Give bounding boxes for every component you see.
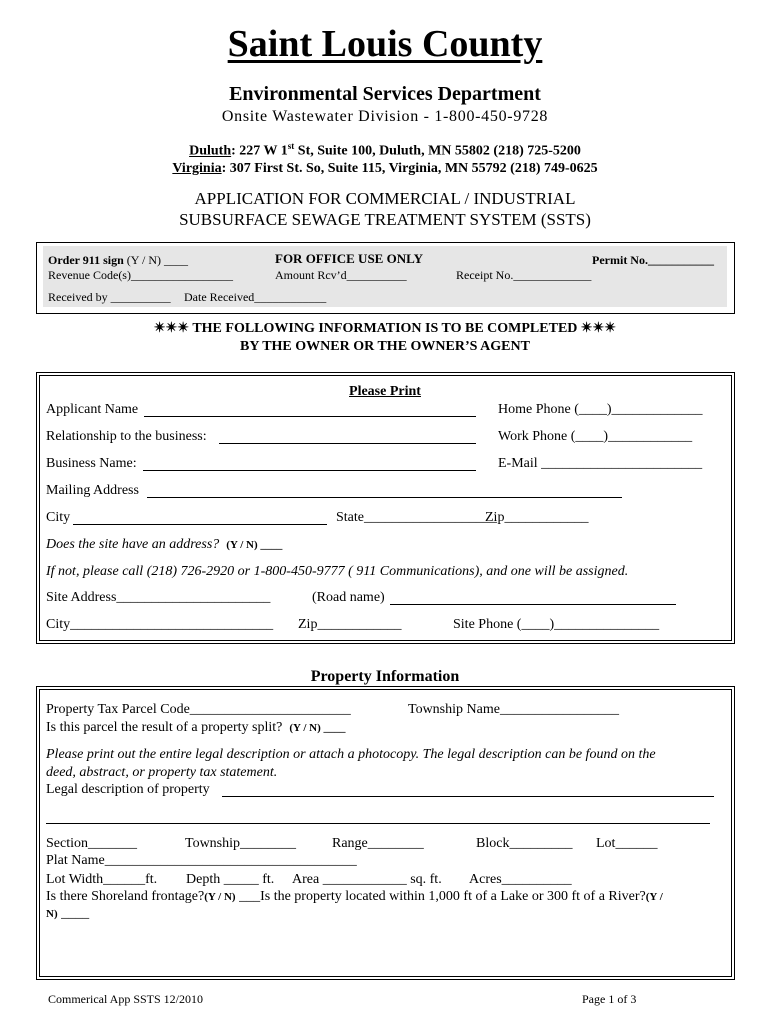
block-field[interactable]: Block_________ (476, 836, 573, 851)
division-line: Onsite Wastewater Division - 1-800-450-9728 (221, 108, 549, 125)
site-zip-field[interactable]: Zip____________ (298, 617, 402, 632)
site-phone-field[interactable]: Site Phone (____)_______________ (453, 617, 660, 632)
duluth-address-sup: st (287, 141, 295, 151)
virginia-address-text: : 307 First St. So, Suite 115, Virginia, MN 55792 (218) 749-0625 (221, 161, 598, 176)
legal-description-field[interactable] (222, 796, 714, 797)
amount-received-field[interactable]: Amount Rcv’d__________ (275, 268, 407, 282)
legal-instructions-line2: deed, abstract, or property tax statement. (46, 765, 278, 780)
legal-description-field-line2[interactable] (46, 823, 710, 824)
site-address-question-text: Does the site have an address? (46, 537, 220, 552)
applicant-name-field[interactable] (144, 416, 476, 417)
property-split-yn[interactable]: (Y / N) ____ (289, 722, 346, 734)
parcel-code-field[interactable]: Property Tax Parcel Code_______________________ (46, 702, 351, 717)
if-not-instructions: If not, please call (218) 726-2920 or 1-800-450-9777 ( 911 Communications), and one will be assigned. (46, 564, 629, 579)
virginia-address (0, 161, 770, 177)
lake-river-text: Is the property located within 1,000 ft of a Lake or 300 ft of a River? (260, 889, 646, 904)
revenue-code-field[interactable]: Revenue Code(s)_________________ (48, 268, 233, 282)
office-use-shading (43, 246, 727, 307)
order-911-yn: (Y / N) ____ (123, 253, 189, 267)
lake-river-continued (46, 906, 89, 922)
site-city-field[interactable]: City_____________________________ (46, 617, 274, 632)
please-print-label: Please Print (349, 384, 421, 399)
road-name-label: (Road name) (312, 590, 385, 605)
office-use-box (36, 242, 735, 314)
business-name-field[interactable] (143, 470, 476, 471)
email-field[interactable]: E-Mail _______________________ (498, 456, 703, 471)
page-number: Page 1 of 3 (582, 992, 637, 1006)
site-address-question (46, 537, 282, 553)
county-title: Saint Louis County (227, 23, 543, 65)
shoreland-text: Is there Shoreland frontage? (46, 889, 205, 904)
duluth-address (0, 141, 770, 160)
shoreland-question (46, 889, 663, 905)
zip-field[interactable]: Zip____________ (485, 510, 589, 525)
applicant-name-label: Applicant Name (46, 402, 139, 417)
city-field[interactable] (73, 524, 327, 525)
township-name-field[interactable]: Township Name_________________ (408, 702, 619, 717)
order-911-sign[interactable] (48, 253, 188, 268)
relationship-label: Relationship to the business: (46, 429, 207, 444)
order-911-label: Order 911 sign (48, 253, 124, 267)
site-address-yn[interactable]: (Y / N) ____ (226, 539, 283, 551)
legal-instructions-line1: Please print out the entire legal description or attach a photocopy. The legal description can be found on the (46, 747, 656, 762)
lot-width-field[interactable]: Lot Width______ft. (46, 872, 158, 887)
received-by-field[interactable]: Received by __________ (48, 290, 171, 304)
notice-line2: BY THE OWNER OR THE OWNER’S AGENT (240, 339, 530, 354)
shoreland-yn[interactable]: (Y / N) (204, 891, 236, 903)
lake-river-yn[interactable]: (Y / (645, 891, 663, 903)
notice-line1: ✴✴✴ THE FOLLOWING INFORMATION IS TO BE COMPLETED ✴✴✴ (153, 321, 617, 336)
duluth-address-pre: : 227 W 1 (231, 143, 288, 159)
duluth-address-post: St, Suite 100, Duluth, MN 55802 (218) 725-5200 (294, 143, 581, 159)
relationship-field[interactable] (219, 443, 476, 444)
form-id: Commerical App SSTS 12/2010 (48, 992, 204, 1006)
lake-river-yn-cont[interactable]: N) (46, 908, 58, 920)
property-split-question (46, 720, 346, 736)
date-received-field[interactable]: Date Received____________ (184, 290, 327, 304)
township-field[interactable]: Township________ (185, 836, 297, 851)
duluth-label: Duluth (189, 143, 232, 159)
home-phone-field[interactable]: Home Phone (____)_____________ (498, 402, 703, 417)
application-title-line2: SUBSURFACE SEWAGE TREATMENT SYSTEM (SSTS) (179, 210, 591, 229)
application-title-line1: APPLICATION FOR COMMERCIAL / INDUSTRIAL (194, 189, 576, 208)
mailing-address-field[interactable] (147, 497, 622, 498)
acres-field[interactable]: Acres__________ (469, 872, 572, 887)
receipt-no-field[interactable]: Receipt No._____________ (456, 268, 592, 282)
area-field[interactable]: Area ____________ sq. ft. (292, 872, 442, 887)
lot-field[interactable]: Lot______ (596, 836, 658, 851)
city-label: City (46, 510, 71, 525)
state-field[interactable]: State___________________ (336, 510, 497, 525)
road-name-field[interactable] (390, 604, 676, 605)
plat-name-field[interactable]: Plat Name____________________________________ (46, 853, 357, 868)
mailing-address-label: Mailing Address (46, 483, 139, 498)
property-info-heading: Property Information (310, 668, 460, 685)
lake-river-blank[interactable]: ____ (57, 906, 90, 921)
for-office-use-label: FOR OFFICE USE ONLY (275, 251, 423, 266)
legal-description-label: Legal description of property (46, 782, 210, 797)
depth-field[interactable]: Depth _____ ft. (186, 872, 275, 887)
business-name-label: Business Name: (46, 456, 137, 471)
virginia-label: Virginia (172, 161, 222, 176)
permit-no-field[interactable]: Permit No.___________ (592, 253, 714, 267)
shoreland-blank[interactable]: ___ (235, 889, 261, 904)
site-address-field[interactable]: Site Address______________________ (46, 590, 271, 605)
department-name: Environmental Services Department (229, 83, 541, 105)
work-phone-field[interactable]: Work Phone (____)____________ (498, 429, 693, 444)
property-split-text: Is this parcel the result of a property split? (46, 720, 283, 735)
range-field[interactable]: Range________ (332, 836, 424, 851)
section-field[interactable]: Section_______ (46, 836, 137, 851)
